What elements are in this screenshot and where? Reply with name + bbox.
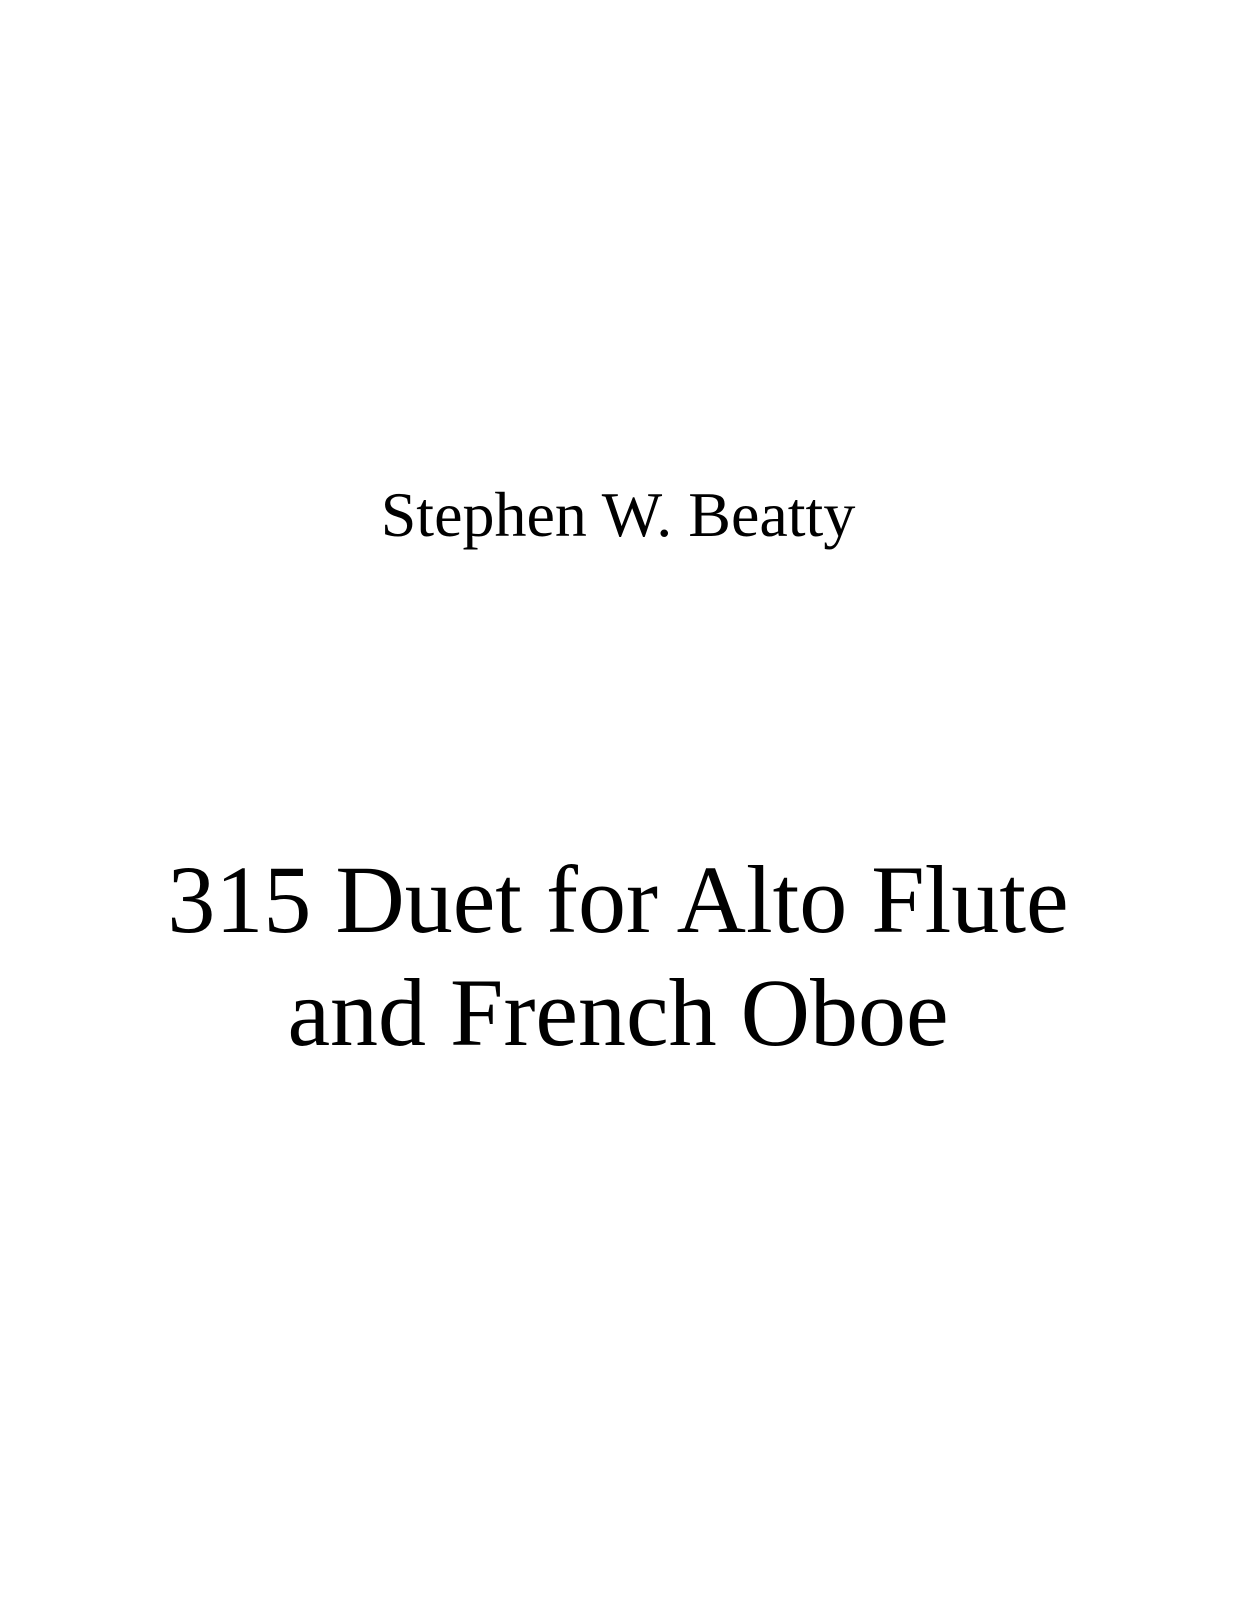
- title-line-2: and French Oboe: [287, 959, 949, 1067]
- author-name: Stephen W. Beatty: [380, 479, 856, 550]
- document-title: [0, 843, 1236, 1070]
- title-line-1: 315 Duet for Alto Flute: [167, 846, 1069, 953]
